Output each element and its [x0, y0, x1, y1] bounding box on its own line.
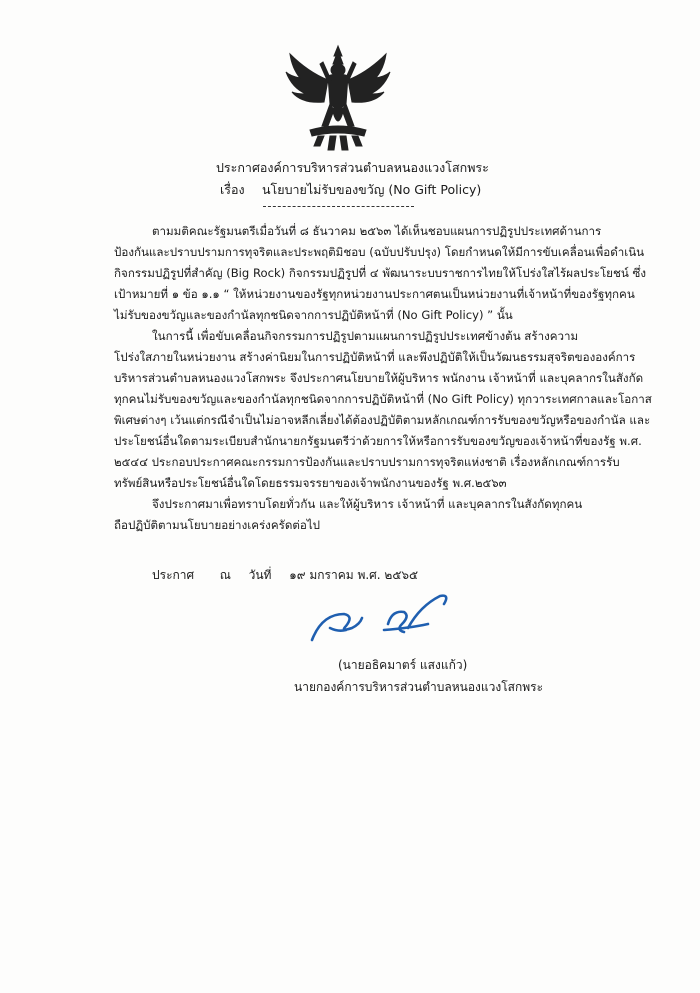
paragraph-line: ไม่รับของขวัญและของกำนัลทุกชนิดจากการปฏิบัติหน้าที่ (No Gift Policy) ” นั้น	[114, 308, 513, 322]
paragraph-line: ในการนี้ เพื่อขับเคลื่อนกิจกรรมการปฏิรูปตามแผนการปฏิรูปประเทศข้างต้น สร้างความ	[152, 329, 579, 343]
paragraph-line: โปร่งใสภายในหน่วยงาน สร้างค่านิยมในการปฏิบัติหน้าที่ และพึงปฏิบัติให้เป็นวัฒนธรรมสุจริตขององค์การ	[114, 350, 636, 364]
heading-divider	[263, 206, 414, 207]
subject-text: นโยบายไม่รับของขวัญ (No Gift Policy)	[261, 182, 482, 197]
paragraph-line: ถือปฏิบัติตามนโยบายอย่างเคร่งครัดต่อไป	[114, 518, 321, 532]
paragraph-line: เป้าหมายที่ ๑ ข้อ ๑.๑ “ ให้หน่วยงานของรัฐทุกหน่วยงานประกาศตนเป็นหน่วยงานที่เจ้าหน้าที่ของรัฐทุกคน	[114, 287, 635, 301]
signatory-title: นายกองค์การบริหารส่วนตำบลหนองแวงโสกพระ	[294, 680, 544, 694]
day-label: วันที่	[248, 568, 272, 582]
paragraph-line: ทรัพย์สินหรือประโยชน์อื่นใดโดยธรรมจรรยาของเจ้าพนักงานของรัฐ พ.ศ.๒๕๖๓	[114, 476, 507, 490]
subject-label: เรื่อง	[220, 182, 245, 197]
paragraph-line: ตามมติคณะรัฐมนตรีเมื่อวันที่ ๘ ธันวาคม ๒๕๖๓ ได้เห็นชอบแผนการปฏิรูปประเทศด้านการ	[152, 224, 602, 238]
signature-icon	[300, 588, 470, 648]
paragraph-line: ป้องกันและปราบปรามการทุจริตและประพฤติมิชอบ (ฉบับปรับปรุง) โดยกำหนดให้มีการขับเคลื่อนเพื่อดำเนิน	[114, 245, 645, 259]
org-heading: ประกาศองค์การบริหารส่วนตำบลหนองแวงโสกพระ	[216, 160, 489, 175]
paragraph-line: กิจกรรมปฏิรูปที่สำคัญ (Big Rock) กิจกรรมปฏิรูปที่ ๔ พัฒนาระบบราชการไทยให้โปร่งใสไร้ผลประโยชน์ ซึ่ง	[114, 266, 646, 280]
paragraph-line: ทุกคนไม่รับของขวัญและของกำนัลทุกชนิดจากการปฏิบัติหน้าที่ (No Gift Policy) ทุกวาระเทศกาลและโอกาส	[114, 392, 652, 406]
announce-date: ๑๙ มกราคม พ.ศ. ๒๕๖๕	[289, 568, 419, 582]
paragraph-line: บริหารส่วนตำบลหนองแวงโสกพระ จึงประกาศนโยบายให้ผู้บริหาร พนักงาน เจ้าหน้าที่ และบุคลากรในสังกัด	[114, 371, 644, 385]
announce-label: ประกาศ	[152, 568, 195, 582]
paragraph-line: พิเศษต่างๆ เว้นแต่กรณีจำเป็นไม่อาจหลีกเลี่ยงได้ต้องปฏิบัติตามหลักเกณฑ์การรับของขวัญหรือของกำนัล และ	[114, 413, 651, 427]
signatory-name: (นายอธิคมาตร์ แสงแก้ว)	[338, 658, 468, 672]
date-line	[152, 568, 418, 582]
subject-line	[220, 180, 481, 200]
paragraph-line: ประโยชน์อื่นใดตามระเบียบสำนักนายกรัฐมนตรีว่าด้วยการให้หรือการรับของขวัญของเจ้าหน้าที่ของรัฐ พ.ศ.	[114, 434, 642, 448]
at-label: ณ	[219, 568, 231, 582]
paragraph-line: จึงประกาศมาเพื่อทราบโดยทั่วกัน และให้ผู้บริหาร เจ้าหน้าที่ และบุคลากรในสังกัดทุกคน	[152, 497, 583, 511]
garuda-emblem-icon	[284, 42, 392, 154]
paragraph-line: ๒๕๔๔ ประกอบประกาศคณะกรรมการป้องกันและปราบปรามการทุจริตแห่งชาติ เรื่องหลักเกณฑ์การรับ	[114, 455, 620, 469]
